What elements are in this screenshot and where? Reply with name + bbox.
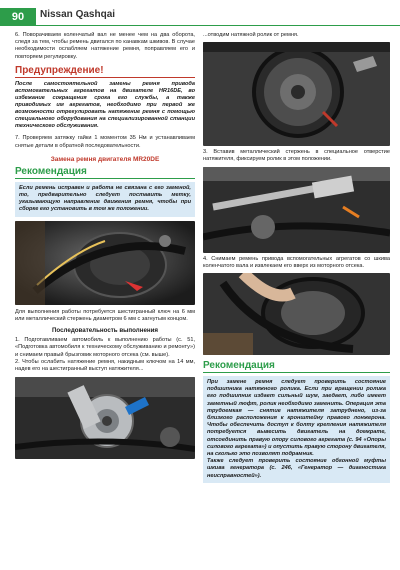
sequence-heading: Последовательность выполнения <box>51 327 159 335</box>
rod-insert-image <box>203 167 390 253</box>
photo-belt-removal <box>203 273 390 355</box>
right-column <box>203 32 390 483</box>
pulley-image <box>203 42 390 146</box>
recommendation-title-left: Рекомендация <box>15 165 87 177</box>
page-number: 90 <box>0 8 36 26</box>
caption-4: 4. Снимаем ремень привода вспомогательных агрегатов со шкива коленчатого вала и извлекаем его вверх из моторного отсека. <box>203 255 390 269</box>
recommendation-rule-right <box>203 372 390 373</box>
left-column <box>15 32 195 459</box>
step-2-text: 2. Чтобы ослабить натяжение ремня, накидным ключом на 14 мм, надев его на шестигранный выступ натяжителя... <box>15 358 195 372</box>
recommendation-text-right-2: Также следует проверить состояние обгонной муфты шкива генератора (с. 246, «Генератор — диагностика неисправностей»). <box>207 458 386 479</box>
warning-title: Предупреждение! <box>15 64 104 76</box>
recommendation-box-right <box>203 376 390 483</box>
warning-rule <box>15 77 195 78</box>
photo-rod-insert <box>203 167 390 253</box>
step-1-text: 1. Подготавливаем автомобиль к выполнению работы (с. 51, «Подготовка автомобиля к техническому обслуживанию и ремонту») и снимаем правый брызговик моторного отсека (см. выше). <box>15 337 195 358</box>
recommendation-rule-left <box>15 178 195 179</box>
section-heading: Замена ремня двигателя MR20DE <box>50 155 160 163</box>
page-header <box>0 0 400 26</box>
recommendation-title-right: Рекомендация <box>203 360 275 372</box>
caption-3: 3. Вставив металлический стержень в специальное отверстие натяжителя, фиксируем ролик в этом положении. <box>203 149 390 163</box>
belt-mark-image <box>15 221 195 305</box>
step-7-text: 7. Проверяем затяжку гайки 1 моментом 35 Нм и устанавливаем снятые детали в обратной последовательности. <box>15 135 195 149</box>
recommendation-text-left: Если ремень исправен и работа не связана с его заменой, то, предварительно следует поставить метку, указывающую направление движения ремня, чтобы при сборке его установить в том же положении. <box>19 184 191 213</box>
book-title: Nissan Qashqai <box>40 9 116 20</box>
tensioner-wrench-image <box>15 377 195 459</box>
caption-2: ...отводим натяжной ролик от ремня. <box>203 32 299 38</box>
recommendation-text-right: При замене ремня следует проверить состояние подшипника натяжного ролика. Если при вращении ролика его подшипник издает сильный шум, заедает, либо имеет заметный люфт, ролик необходимо заменить. Операция эта трудоемкая — снятие натяжителя затруднено, из-за близкого расположения к кронштейну правого лонжерона. Чтобы обеспечить доступ к болту крепления натяжителя потребуется вывесить двигатель на домкрате, отсоединить правую опору силового агрегата (с. 94 «Опоры силового агрегата») и опустить правую сторону двигателя, на сколько это позволят подрамник. <box>207 379 386 458</box>
recommendation-box-left <box>15 182 195 217</box>
header-rule <box>0 25 400 26</box>
photo-belt-mark <box>15 221 195 305</box>
step-6-text: 6. Поворачиваем коленчатый вал не менее чем на два оборота, следя за тем, чтобы ремень двигался по канавкам шкивов. В случае необходимости ослабляем натяжение ремня, поправляем его и повторяем регулировку. <box>15 32 195 60</box>
photo-tensioner-wrench <box>15 377 195 459</box>
belt-removal-image <box>203 273 390 355</box>
tools-text: Для выполнения работы потребуется шестигранный ключ на 6 мм или металлический стержень диаметром 6 мм с загнутым концом. <box>15 308 195 322</box>
warning-text: После самостоятельной замены ремня привода вспомогательных агрегатов на двигателе HR16DE, во избежание сокращения срока его службы, а также приводимых им агрегатов, необходимо при первой же возможности отрегулировать натяжение ремня с помощью специального оборудования на специализированной станции технического обслуживания. <box>15 80 195 130</box>
photo-pulley <box>203 42 390 146</box>
